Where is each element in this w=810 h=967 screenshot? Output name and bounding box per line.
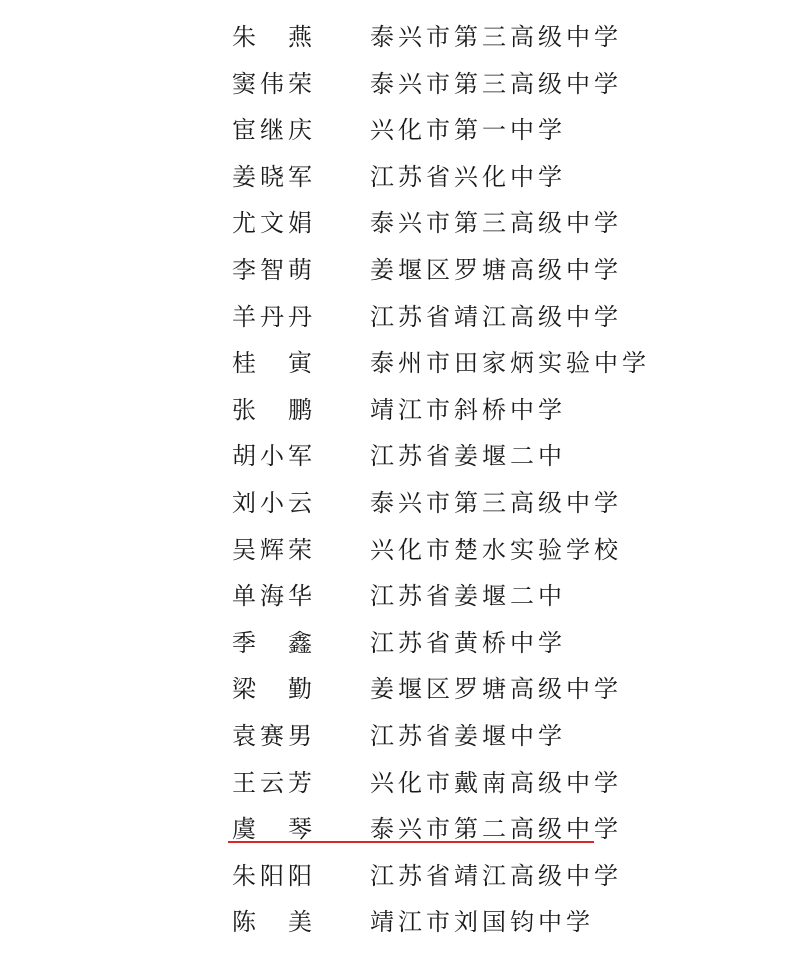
school-name: 靖江市刘国钧中学	[370, 908, 594, 937]
school-name: 江苏省姜堰中学	[370, 721, 566, 750]
highlight-underline	[228, 841, 594, 843]
list-item	[232, 387, 792, 434]
list-item	[232, 527, 792, 574]
list-item	[232, 760, 792, 807]
person-name: 单海华	[232, 582, 316, 611]
person-name: 桂 寅	[232, 349, 316, 378]
school-name: 泰兴市第三高级中学	[370, 23, 622, 51]
school-name: 兴化市楚水实验学校	[370, 535, 622, 564]
person-name: 羊丹丹	[232, 302, 316, 331]
school-name: 江苏省靖江高级中学	[370, 302, 622, 331]
person-name: 朱阳阳	[232, 861, 316, 890]
school-name: 江苏省姜堰二中	[370, 442, 566, 471]
school-name: 江苏省靖江高级中学	[370, 861, 622, 890]
school-name: 泰兴市第三高级中学	[370, 209, 622, 238]
list-item	[232, 433, 792, 480]
person-name: 胡小军	[232, 442, 316, 471]
person-name: 窦伟荣	[232, 69, 316, 98]
person-name: 陈 美	[232, 908, 316, 937]
list-item	[232, 340, 792, 387]
person-name: 虞 琴	[232, 815, 316, 844]
person-name: 张 鹏	[232, 395, 316, 424]
list-item	[232, 61, 792, 108]
school-name: 兴化市戴南高级中学	[370, 768, 622, 797]
person-name: 吴辉荣	[232, 535, 316, 564]
school-name: 泰兴市第二高级中学	[370, 815, 622, 844]
school-name: 江苏省姜堰二中	[370, 582, 566, 611]
person-name: 宦继庆	[232, 116, 316, 145]
school-name: 泰兴市第三高级中学	[370, 69, 622, 98]
school-name: 泰兴市第三高级中学	[370, 488, 622, 517]
person-name: 季 鑫	[232, 628, 316, 657]
school-name: 江苏省兴化中学	[370, 162, 566, 191]
list-item	[232, 200, 792, 247]
list-item	[232, 480, 792, 527]
name-school-list	[232, 14, 792, 946]
school-name: 泰州市田家炳实验中学	[370, 349, 650, 378]
list-item	[232, 666, 792, 713]
school-name: 江苏省黄桥中学	[370, 628, 566, 657]
person-name: 李智萌	[232, 255, 316, 284]
school-name: 姜堰区罗塘高级中学	[370, 255, 622, 284]
list-item	[232, 247, 792, 294]
school-name: 靖江市斜桥中学	[370, 395, 566, 424]
school-name: 姜堰区罗塘高级中学	[370, 675, 622, 704]
person-name: 刘小云	[232, 488, 316, 517]
person-name: 朱 燕	[232, 23, 316, 51]
person-name: 王云芳	[232, 768, 316, 797]
person-name: 尤文娟	[232, 209, 316, 238]
list-item	[232, 899, 792, 946]
list-item	[232, 806, 792, 853]
list-item	[232, 853, 792, 900]
person-name: 袁赛男	[232, 721, 316, 750]
person-name: 姜晓军	[232, 162, 316, 191]
list-item	[232, 620, 792, 667]
list-item	[232, 107, 792, 154]
list-item	[232, 573, 792, 620]
list-item	[232, 713, 792, 760]
person-name: 梁 勤	[232, 675, 316, 704]
list-item	[232, 294, 792, 341]
list-item	[232, 154, 792, 201]
school-name: 兴化市第一中学	[370, 116, 566, 145]
list-item	[232, 14, 792, 61]
